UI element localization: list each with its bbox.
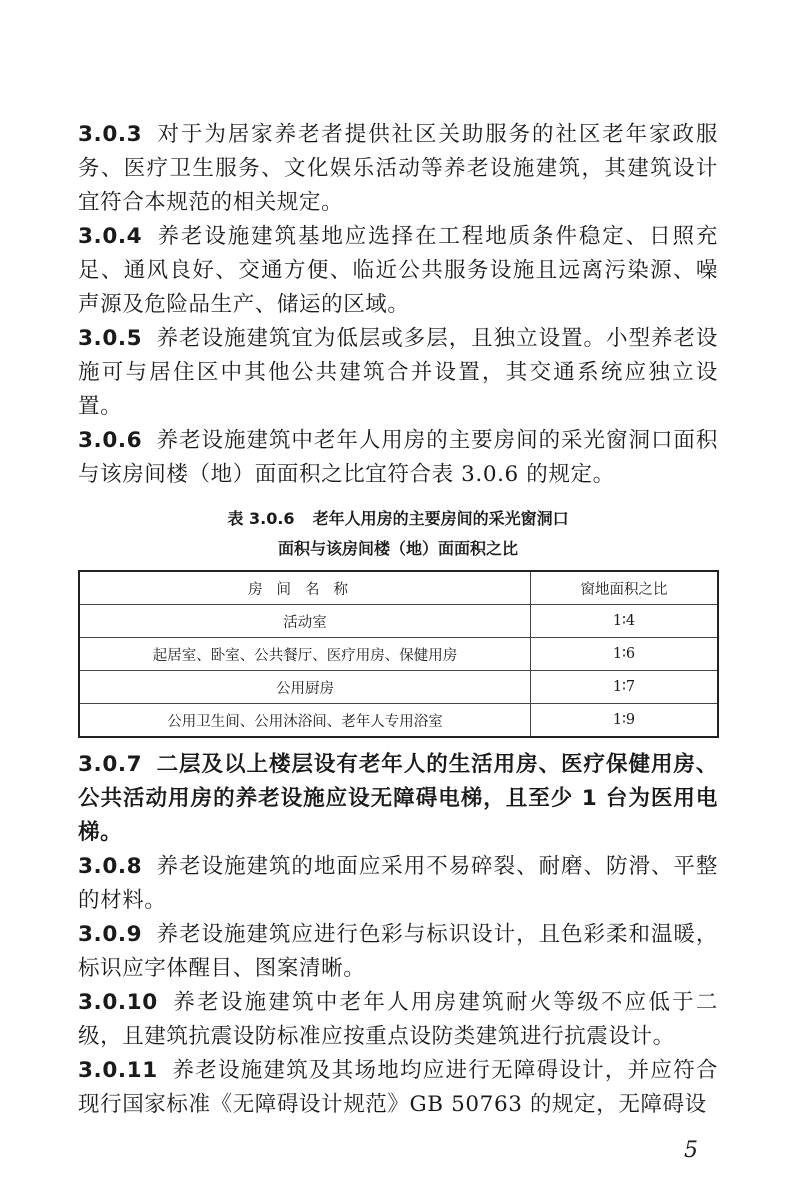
clause-3-0-7: [78, 748, 718, 850]
clause-3-0-3: [78, 118, 718, 220]
table-row: [79, 638, 718, 671]
clause-3-0-11: [78, 1054, 718, 1122]
ratio-cell: 1∶4: [531, 605, 719, 638]
clause-3-0-8: [78, 850, 718, 918]
clause-number: 3.0.11: [78, 1058, 158, 1083]
clause-number: 3.0.9: [78, 922, 143, 947]
ratio-cell: 1∶6: [531, 638, 719, 671]
clause-number: 3.0.6: [78, 428, 143, 453]
clause-text: 养老设施建筑中老年人用房建筑耐火等级不应低于二级，且建筑抗震设防标准应按重点设防类建筑进行抗震设计。: [78, 990, 718, 1049]
ratio-cell: 1∶7: [531, 671, 719, 704]
column-header-room-name: 房间名称: [79, 571, 531, 605]
clause-number: 3.0.3: [78, 122, 143, 147]
table-row: [79, 671, 718, 704]
clause-text: 养老设施建筑的地面应采用不易碎裂、耐磨、防滑、平整的材料。: [78, 854, 718, 913]
clause-number: 3.0.4: [78, 224, 143, 249]
clause-3-0-6: [78, 424, 718, 492]
table-title-2: 面积与该房间楼（地）面面积之比: [277, 539, 518, 558]
clause-3-0-4: [78, 220, 718, 322]
page-number: 5: [684, 1138, 698, 1163]
table-title-1: 老年人用房的主要房间的采光窗洞口: [312, 509, 569, 528]
clause-text: 养老设施建筑基地应选择在工程地质条件稳定、日照充足、通风良好、交通方便、临近公共服务设施且远离污染源、噪声源及危险品生产、储运的区域。: [78, 224, 718, 317]
room-name-cell: 公用卫生间、公用沐浴间、老年人专用浴室: [79, 704, 531, 738]
document-page: [78, 118, 718, 1122]
ratio-cell: 1∶9: [531, 704, 719, 738]
clause-3-0-9: [78, 918, 718, 986]
room-name-cell: 公用厨房: [79, 671, 531, 704]
table-row: [79, 704, 718, 738]
clause-text: 养老设施建筑宜为低层或多层，且独立设置。小型养老设施可与居住区中其他公共建筑合并设置，其交通系统应独立设置。: [78, 326, 718, 419]
table-number: 表 3.0.6: [227, 509, 295, 528]
table-header-row: [79, 571, 718, 605]
clause-number: 3.0.8: [78, 854, 143, 879]
clause-3-0-10: [78, 986, 718, 1054]
table-row: [79, 605, 718, 638]
clause-3-0-5: [78, 322, 718, 424]
window-floor-ratio-table: [78, 570, 719, 738]
room-name-cell: 起居室、卧室、公共餐厅、医疗用房、保健用房: [79, 638, 531, 671]
room-name-cell: 活动室: [79, 605, 531, 638]
clause-text: 养老设施建筑应进行色彩与标识设计，且色彩柔和温暖，标识应字体醒目、图案清晰。: [78, 922, 718, 981]
clause-number: 3.0.7: [78, 752, 143, 777]
clause-number: 3.0.10: [78, 990, 158, 1015]
clause-text: 养老设施建筑及其场地均应进行无障碍设计，并应符合现行国家标准《无障碍设计规范》GB 50763 的规定，无障碍设: [78, 1058, 718, 1117]
clause-text: 对于为居家养老者提供社区关助服务的社区老年家政服务、医疗卫生服务、文化娱乐活动等养老设施建筑，其建筑设计宜符合本规范的相关规定。: [78, 122, 718, 215]
column-header-ratio: 窗地面积之比: [531, 571, 719, 605]
table-caption: [78, 504, 718, 564]
clause-text: 二层及以上楼层设有老年人的生活用房、医疗保健用房、公共活动用房的养老设施应设无障碍电梯，且至少 1 台为医用电梯。: [78, 752, 718, 845]
table-caption-line-1: [78, 504, 718, 534]
clause-text: 养老设施建筑中老年人用房的主要房间的采光窗洞口面积与该房间楼（地）面面积之比宜符合表 3.0.6 的规定。: [78, 428, 718, 487]
clause-number: 3.0.5: [78, 326, 143, 351]
